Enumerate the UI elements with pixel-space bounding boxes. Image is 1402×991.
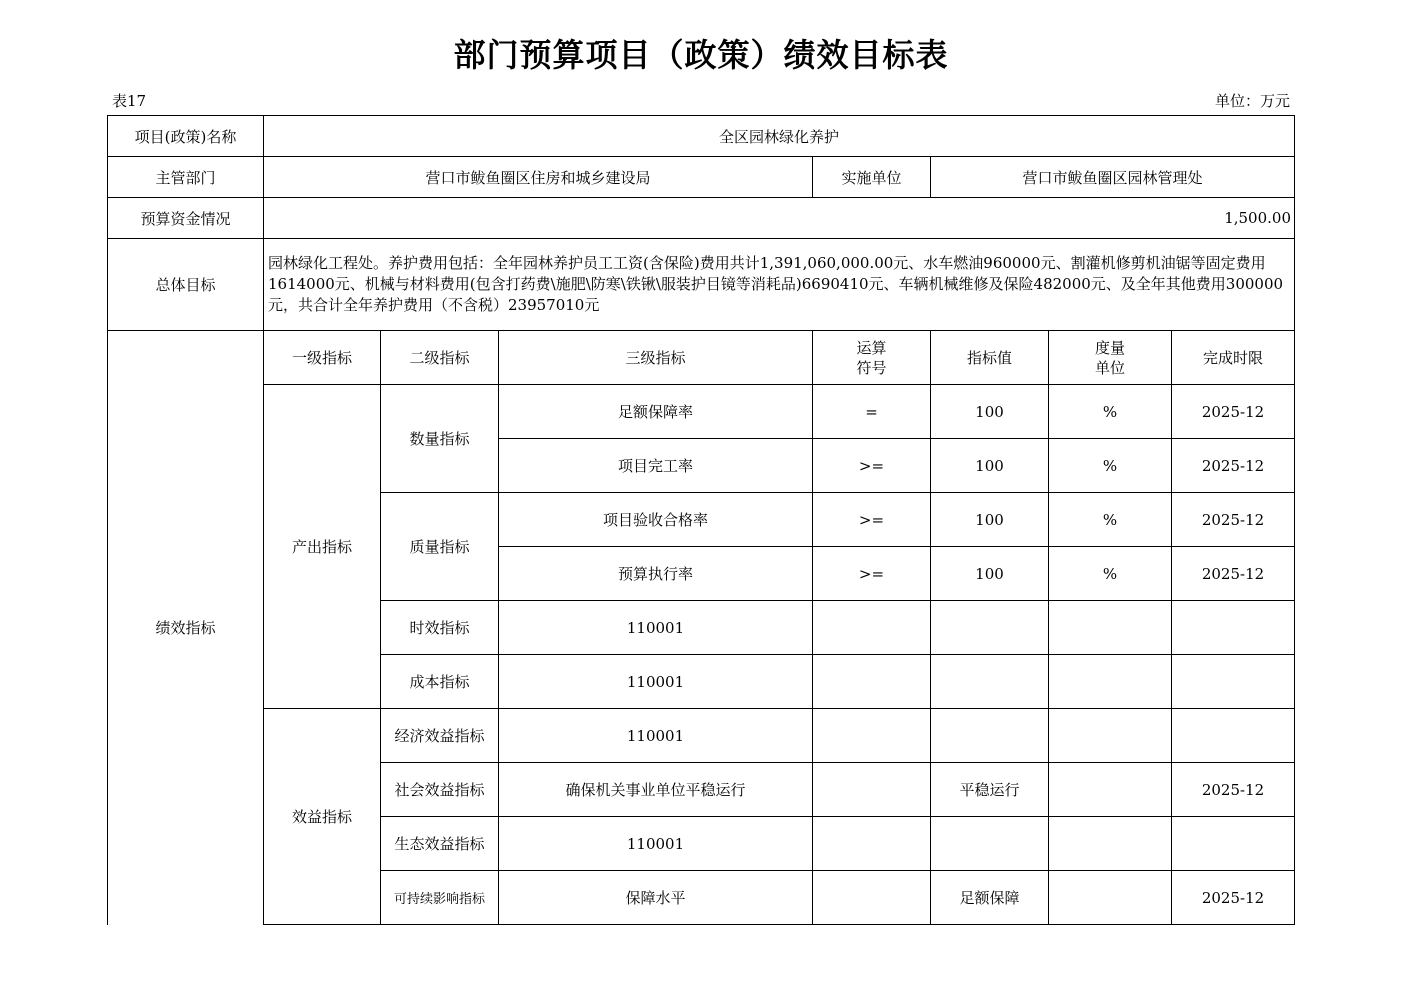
- value-cell: [931, 601, 1049, 655]
- value-cell: [931, 655, 1049, 709]
- op-cell: >=: [813, 493, 931, 547]
- deadline-cell: 2025-12: [1172, 385, 1295, 439]
- deadline-cell: 2025-12: [1172, 763, 1295, 817]
- op-cell: [813, 601, 931, 655]
- project-name-row: [108, 116, 1295, 157]
- value-cell: 100: [931, 385, 1049, 439]
- l3-cell: 110001: [499, 655, 813, 709]
- l3-cell: 项目验收合格率: [499, 493, 813, 547]
- goal-row: [108, 239, 1295, 331]
- deadline-cell: 2025-12: [1172, 871, 1295, 925]
- l2-cell: 时效指标: [381, 601, 499, 655]
- op-cell: [813, 709, 931, 763]
- l3-cell: 足额保障率: [499, 385, 813, 439]
- l3-cell: 110001: [499, 601, 813, 655]
- goal-text: 园林绿化工程处。养护费用包括：全年园林养护员工工资(含保险)费用共计1,391,060,000.00元、水车燃油960000元、割灌机修剪机油锯等固定费用1614000元、机械与材料费用(包含打药费\施肥\防寒\铁锹\服装护目镜等消耗品)6690410元、车辆机械维修及保险482000元、及全年其他费用300000元，共合计全年养护费用（不含税）23957010元: [264, 239, 1295, 331]
- deadline-cell: [1172, 655, 1295, 709]
- l2-cell: 生态效益指标: [381, 817, 499, 871]
- budget-row: [108, 198, 1295, 239]
- table-row: [108, 385, 1295, 439]
- table-number: 表17: [112, 92, 147, 110]
- l3-cell: 项目完工率: [499, 439, 813, 493]
- deadline-cell: 2025-12: [1172, 439, 1295, 493]
- l2-cell: 成本指标: [381, 655, 499, 709]
- goal-label: 总体目标: [108, 239, 264, 331]
- op-cell: =: [813, 385, 931, 439]
- header-l2: 二级指标: [381, 331, 499, 385]
- unit-cell: [1049, 601, 1172, 655]
- header-deadline: 完成时限: [1172, 331, 1295, 385]
- impl-unit-label: 实施单位: [813, 157, 931, 198]
- subgroup-quality: 质量指标: [381, 493, 499, 601]
- unit-cell: %: [1049, 385, 1172, 439]
- op-cell: [813, 871, 931, 925]
- l3-cell: 确保机关事业单位平稳运行: [499, 763, 813, 817]
- l3-cell: 保障水平: [499, 871, 813, 925]
- page-title: 部门预算项目（政策）绩效目标表: [453, 36, 949, 74]
- l2-cell: 可持续影响指标: [381, 871, 499, 925]
- header-l3: 三级指标: [499, 331, 813, 385]
- deadline-cell: [1172, 817, 1295, 871]
- unit-cell: [1049, 655, 1172, 709]
- value-cell: 平稳运行: [931, 763, 1049, 817]
- performance-table: [107, 115, 1295, 925]
- op-cell: >=: [813, 439, 931, 493]
- header-op: 运算 符号: [813, 331, 931, 385]
- perf-header-row: [108, 331, 1295, 385]
- value-cell: 100: [931, 439, 1049, 493]
- value-cell: 100: [931, 547, 1049, 601]
- value-cell: [931, 709, 1049, 763]
- l2-cell: 经济效益指标: [381, 709, 499, 763]
- op-cell: [813, 763, 931, 817]
- deadline-cell: [1172, 709, 1295, 763]
- deadline-cell: 2025-12: [1172, 493, 1295, 547]
- unit-cell: [1049, 763, 1172, 817]
- group-output: 产出指标: [264, 385, 381, 709]
- op-cell: [813, 655, 931, 709]
- unit-label: 单位：万元: [1214, 92, 1290, 110]
- deadline-cell: [1172, 601, 1295, 655]
- unit-cell: %: [1049, 439, 1172, 493]
- subgroup-quantity: 数量指标: [381, 385, 499, 493]
- header-unit: 度量 单位: [1049, 331, 1172, 385]
- dept-value: 营口市鲅鱼圈区住房和城乡建设局: [264, 157, 813, 198]
- l3-cell: 110001: [499, 817, 813, 871]
- l2-cell: 社会效益指标: [381, 763, 499, 817]
- group-benefit: 效益指标: [264, 709, 381, 925]
- value-cell: [931, 817, 1049, 871]
- unit-cell: %: [1049, 547, 1172, 601]
- deadline-cell: 2025-12: [1172, 547, 1295, 601]
- budget-label: 预算资金情况: [108, 198, 264, 239]
- l3-cell: 110001: [499, 709, 813, 763]
- department-row: [108, 157, 1295, 198]
- op-cell: >=: [813, 547, 931, 601]
- l3-cell: 预算执行率: [499, 547, 813, 601]
- header-l1: 一级指标: [264, 331, 381, 385]
- unit-cell: [1049, 871, 1172, 925]
- header-value: 指标值: [931, 331, 1049, 385]
- op-cell: [813, 817, 931, 871]
- perf-label: 绩效指标: [108, 331, 264, 925]
- value-cell: 100: [931, 493, 1049, 547]
- project-name-value: 全区园林绿化养护: [264, 116, 1295, 157]
- project-name-label: 项目(政策)名称: [108, 116, 264, 157]
- table-row: [108, 709, 1295, 763]
- unit-cell: [1049, 709, 1172, 763]
- value-cell: 足额保障: [931, 871, 1049, 925]
- unit-cell: [1049, 817, 1172, 871]
- impl-unit-value: 营口市鲅鱼圈区园林管理处: [931, 157, 1295, 198]
- dept-label: 主管部门: [108, 157, 264, 198]
- unit-cell: %: [1049, 493, 1172, 547]
- budget-value: 1,500.00: [264, 198, 1295, 239]
